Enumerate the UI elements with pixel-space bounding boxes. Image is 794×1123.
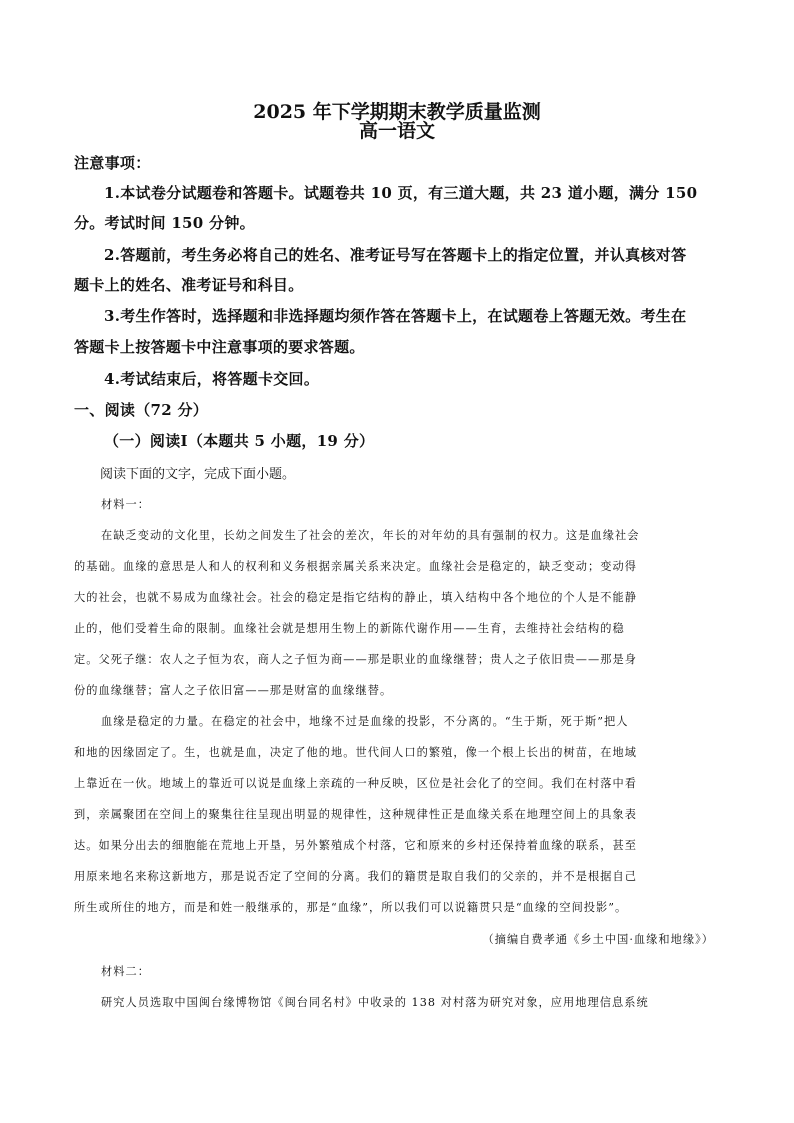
material1-line: 和地的因缘固定了。生，也就是血，决定了他的地。世代间人口的繁殖，像一个根上长出的树苗，在地域 [74, 746, 637, 759]
material1-line: 份的血缘继替；富人之子依旧富——那是财富的血缘继替。 [74, 684, 393, 697]
source-citation: （摘编自费孝通《乡土中国·血缘和地缘》） [482, 933, 714, 946]
subsection-heading: （一）阅读Ⅰ（本题共 5 小题，19 分） [104, 432, 375, 450]
notice-line: 答题卡上按答题卡中注意事项的要求答题。 [74, 338, 365, 356]
notice-line: 1.本试卷分试题卷和答题卡。试题卷共 10 页，有三道大题，共 23 道小题，满分 150 [104, 184, 698, 202]
material1-line: 定。父死子继：农人之子恒为农，商人之子恒为商——那是职业的血缘继替；贵人之子依旧贵——那是身 [74, 653, 637, 666]
notice-line: 4.考试结束后，将答题卡交回。 [104, 370, 320, 388]
material1-line: 大的社会，也就不易成为血缘社会。社会的稳定是指它结构的静止，填入结构中各个地位的个人是不能静 [74, 591, 637, 604]
material1-line: 用原来地名来称这新地方，那是说否定了空间的分离。我们的籍贯是取自我们的父亲的，并不是根据自己 [74, 870, 637, 883]
notice-line: 分。考试时间 150 分钟。 [74, 214, 255, 232]
material1-line: 在缺乏变动的文化里，长幼之间发生了社会的差次，年长的对年幼的具有强制的权力。这是血缘社会 [101, 529, 640, 542]
material1-line: 血缘是稳定的力量。在稳定的社会中，地缘不过是血缘的投影，不分离的。“生于斯，死于斯”把人 [101, 715, 629, 728]
material1-label: 材料一： [101, 498, 150, 511]
material2-line: 研究人员选取中国闽台缘博物馆《闽台同名村》中收录的 138 对村落为研究对象，应用地理信息系统 [101, 996, 649, 1009]
material2-label: 材料二： [101, 965, 150, 978]
instruction-text: 阅读下面的文字，完成下面小题。 [100, 467, 296, 482]
notice-line: 3.考生作答时，选择题和非选择题均须作答在答题卡上，在试题卷上答题无效。考生在 [104, 307, 687, 325]
page-subtitle: 高一语文 [358, 120, 435, 142]
notice-line: 2.答题前，考生务必将自己的姓名、准考证号写在答题卡上的指定位置，并认真核对答 [104, 246, 687, 264]
page-title: 2025 年下学期期末教学质量监测 [253, 101, 541, 123]
section-heading: 一、阅读（72 分） [74, 401, 209, 419]
material1-line: 上靠近在一伙。地域上的靠近可以说是血缘上亲疏的一种反映，区位是社会化了的空间。我们在村落中看 [74, 777, 637, 790]
notice-line: 题卡上的姓名、准考证号和科目。 [74, 276, 304, 294]
material1-line: 的基础。血缘的意思是人和人的权利和义务根据亲属关系来决定。血缘社会是稳定的，缺乏变动；变动得 [74, 560, 637, 573]
notice-heading: 注意事项： [74, 154, 151, 172]
material1-line: 到，亲属聚团在空间上的聚集往往呈现出明显的规律性，这种规律性正是血缘关系在地理空间上的具象表 [74, 808, 637, 821]
material1-line: 止的，他们受着生命的限制。血缘社会就是想用生物上的新陈代谢作用——生育，去维持社会结构的稳 [74, 622, 625, 635]
material1-line: 所生或所住的地方，而是和姓一般继承的，那是“血缘”，所以我们可以说籍贯只是“血缘的空间投影”。 [74, 901, 628, 914]
material1-line: 达。如果分出去的细胞能在荒地上开垦，另外繁殖成个村落，它和原来的乡村还保持着血缘的联系，甚至 [74, 839, 637, 852]
